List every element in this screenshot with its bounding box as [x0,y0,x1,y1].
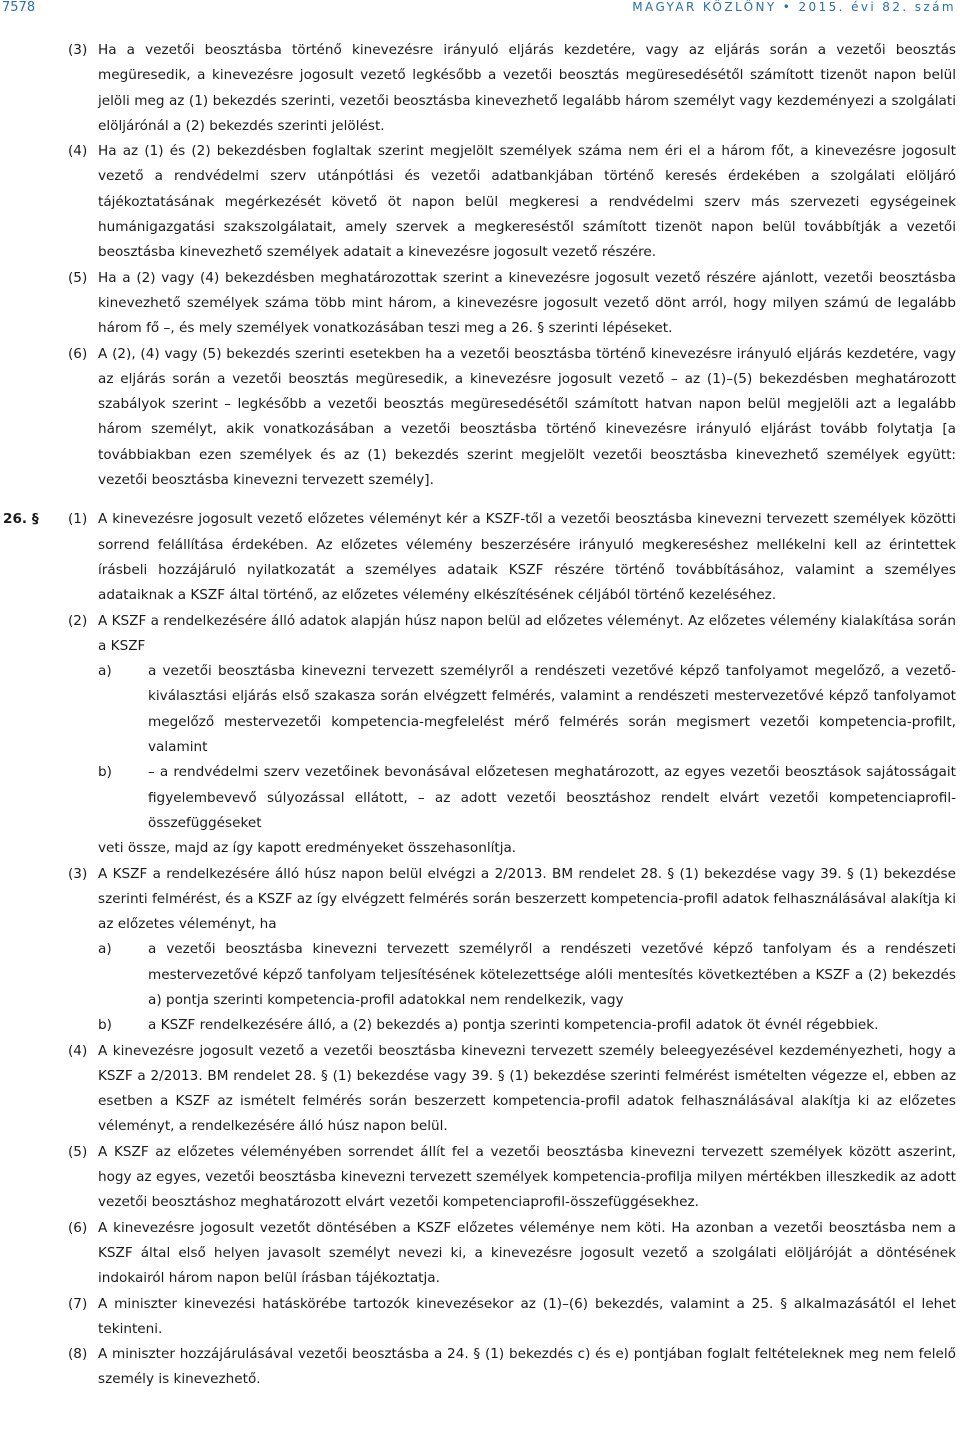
paragraph-text: A (2), (4) vagy (5) bekezdés szerinti esetekben ha a vezetői beosztásba történő kinevezésre irányuló eljárás kezdetére, vagy az eljárás során a vezetői beosztás megüresedik, a kinevezésre jogosult vezető – az (1)–(5) bekezdésben meghatározott szabályok szerint – legkésőbb a vezetői beosztás megüresedésétől számított hatvan napon belül megjelöli azt a legalább három személyt, akik vonatkozásában a vezetői beosztásba történő kinevezésre irányuló eljárást tovább folytatja [a továbbiakban ezen személyek és az (1) bekezdés szerint megjelölt vezetői beosztásba kinevezhető személyek együtt: vezetői beosztásba kinevezni tervezett személy]. [98,345,956,489]
item-letter: a) [98,663,112,680]
paragraph [0,1140,960,1216]
list-item [0,1013,960,1038]
paragraph-number: (6) [68,345,88,362]
document-body [0,38,960,1393]
paragraph-number: (3) [68,42,88,58]
paragraph-text: A KSZF az előzetes véleményében sorrendet állít fel a vezetői beosztásba kinevezni tervezett személyek között aszerint, hogy az egyes, vezetői beosztásba kinevezni tervezett személyek kompetencia-profilja milyen mértékben illeszkedik az adott vezetői beosztáshoz meghatározott elvárt vezetői kompetenciaprofil-összefüggésekhez. [98,1143,956,1211]
page-number: 7578 [2,0,36,15]
paragraph-number: (6) [68,1219,88,1236]
paragraph [0,139,960,265]
paragraph-number: (3) [68,865,88,882]
paragraph-continuation: veti össze, majd az így kapott eredményeket összehasonlítja. [98,840,517,857]
page-header [0,0,960,20]
paragraph-text: A KSZF a rendelkezésére álló húsz napon belül elvégzi a 2/2013. BM rendelet 28. § (1) bekezdése vagy 39. § (1) bekezdése szerinti felmérést, és a KSZF az így elvégzett felmérés során beszerzett kompetencia-profil adatok felhasználásával alakítja ki az előzetes véleményt, ha [98,865,956,933]
item-letter: b) [98,1017,112,1034]
paragraph-text: A kinevezésre jogosult vezető előzetes véleményt kér a KSZF-től a vezetői beosztásba kinevezni tervezett személyek közötti sorrend felállítása érdekében. Az előzetes vélemény beszerzésére irányuló megkereséshez mellékelni kell az érintettek írásbeli hozzájáruló nyilatkozatát a személyes adataik KSZF részére történő továbbításához, valamint a személyes adataiknak a KSZF által történő, az előzetes vélemény elkészítésének céljából történő kezeléséhez. [98,511,956,604]
paragraph-number: (4) [68,143,88,160]
list-item [0,659,960,760]
paragraph-text: Ha a vezetői beosztásba történő kinevezésre irányuló eljárás kezdetére, vagy az eljárás során a vezetői beosztás megüresedik, a kinevezésre jogosult vezető legkésőbb a vezetői beosztás megüresedésétől számított tizenöt napon belül jelöli meg az (1) bekezdés szerinti, vezetői beosztásba kinevezhető legalább három személyt vagy kezdeményezi a szolgálati elöljárónál a (2) bekezdés szerinti jelölést. [98,42,956,134]
item-text: a vezetői beosztásba kinevezni tervezett személyről a rendészeti vezetővé képző tanfolyam és a rendészeti mestervezetővé képző tanfolyam teljesítésének kötelezettsége alóli mentesítés következtében a KSZF a (2) bekezdés a) pontja szerinti kompetencia-profil adatokkal nem rendelkezik, vagy [148,941,956,1008]
paragraph [0,1342,960,1393]
paragraph-number: (5) [68,269,88,286]
section-label: 26. § [3,511,39,528]
section-26 [0,507,960,1392]
paragraph [0,507,960,608]
paragraph [0,342,960,494]
item-text: – a rendvédelmi szerv vezetőinek bevonásával előzetesen meghatározott, az egyes vezetői beosztások sajátosságait figyelembevevő súlyozással ellátott, – az adott vezetői beosztáshoz rendelt elvárt vezetői kompetenciaprofil-összefüggéseket [148,764,956,831]
paragraph-number: (5) [68,1143,88,1160]
item-text: a KSZF rendelkezésére álló, a (2) bekezdés a) pontja szerinti kompetencia-profil adatok öt évnél régebbiek. [148,1017,879,1034]
paragraph-number: (1) [68,511,88,528]
paragraph-number: (4) [68,1042,88,1059]
paragraph-text: A miniszter hozzájárulásával vezetői beosztásba a 24. § (1) bekezdés c) és e) pontjában foglalt feltételeknek meg nem felelő személy is kinevezhető. [98,1346,956,1388]
paragraph-text: Ha a (2) vagy (4) bekezdésben meghatározottak szerint a kinevezésre jogosult vezető részére ajánlott, vezetői beosztásba kinevezhető személyek száma több mint három, a kinevezésre jogosult vezető dönt arról, hogy milyen számú de legalább három fő –, és mely személyek vonatkozásában teszi meg a 26. § szerinti lépéseket. [98,269,956,337]
paragraph-text: A miniszter kinevezési hatáskörébe tartozók kinevezésekor az (1)–(6) bekezdés, valamint a 25. § alkalmazásától el lehet tekinteni. [98,1295,956,1337]
paragraph-number: (8) [68,1346,88,1363]
item-letter: b) [98,764,112,781]
paragraph-text: A kinevezésre jogosult vezető a vezetői beosztásba kinevezni tervezett személy beleegyezésével kezdeményezheti, hogy a KSZF a 2/2013. BM rendelet 28. § (1) bekezdése vagy 39. § (1) bekezdése szerinti felmérést ismételten végezze el, ebben az esetben a KSZF az ismételt felmérés során beszerzett kompetencia-profil adatok felhasználásával alakítja ki az előzetes véleményt, a rendelkezésére álló húsz napon belül. [98,1042,956,1135]
paragraph [0,266,960,342]
list-item [0,760,960,836]
paragraph [0,1039,960,1140]
paragraph-text: A KSZF a rendelkezésére álló adatok alapján húsz napon belül ad előzetes véleményt. Az előzetes vélemény kialakítása során a KSZF [98,612,956,654]
paragraph-text: A kinevezésre jogosult vezetőt döntésében a KSZF előzetes véleménye nem köti. Ha azonban a vezetői beosztásba nem a KSZF által első helyen javasolt személyt nevezi ki, a kinevezésre jogosult vezető a szolgálati elöljáróját a döntésének indokairól három napon belül írásban tájékoztatja. [98,1219,956,1287]
paragraph-text: Ha az (1) és (2) bekezdésben foglaltak szerint megjelölt személyek száma nem éri el a három főt, a kinevezésre jogosult vezető a rendvédelmi szerv utánpótlási és vezetői adatbankjában történő keresés érdekében a szolgálati elöljáró tájékoztatásának megérkezését követő öt napon belül megkeresi a rendvédelmi szerv más szervezeti egységeinek humánigazgatási szakszolgálatait, amely szervek a megkereséstől számított tizenöt napon belül továbbítják a vezetői beosztásba kinevezhető személyek adatait a kinevezésre jogosult vezető részére. [98,143,956,261]
journal-title: MAGYAR KÖZLÖNY • 2015. évi 82. szám [632,0,956,14]
paragraph [0,862,960,938]
paragraph [0,38,960,139]
item-letter: a) [98,941,112,958]
paragraph-number: (7) [68,1295,88,1312]
item-text: a vezetői beosztásba kinevezni tervezett személyről a rendészeti vezetővé képző tanfolyamot megelőző, a vezető-kiválasztási eljárás első szakasza során elvégzett felmérés, valamint a rendészeti mestervezetővé képző tanfolyamot megelőző mestervezetői kompetencia-megfelelést mérő felmérés során megismert vezetői kompetencia-profilt, valamint [148,663,956,756]
paragraph [0,609,960,660]
paragraph [0,1292,960,1343]
paragraph-number: (2) [68,612,88,629]
paragraph [0,1216,960,1292]
list-item [0,937,960,1013]
